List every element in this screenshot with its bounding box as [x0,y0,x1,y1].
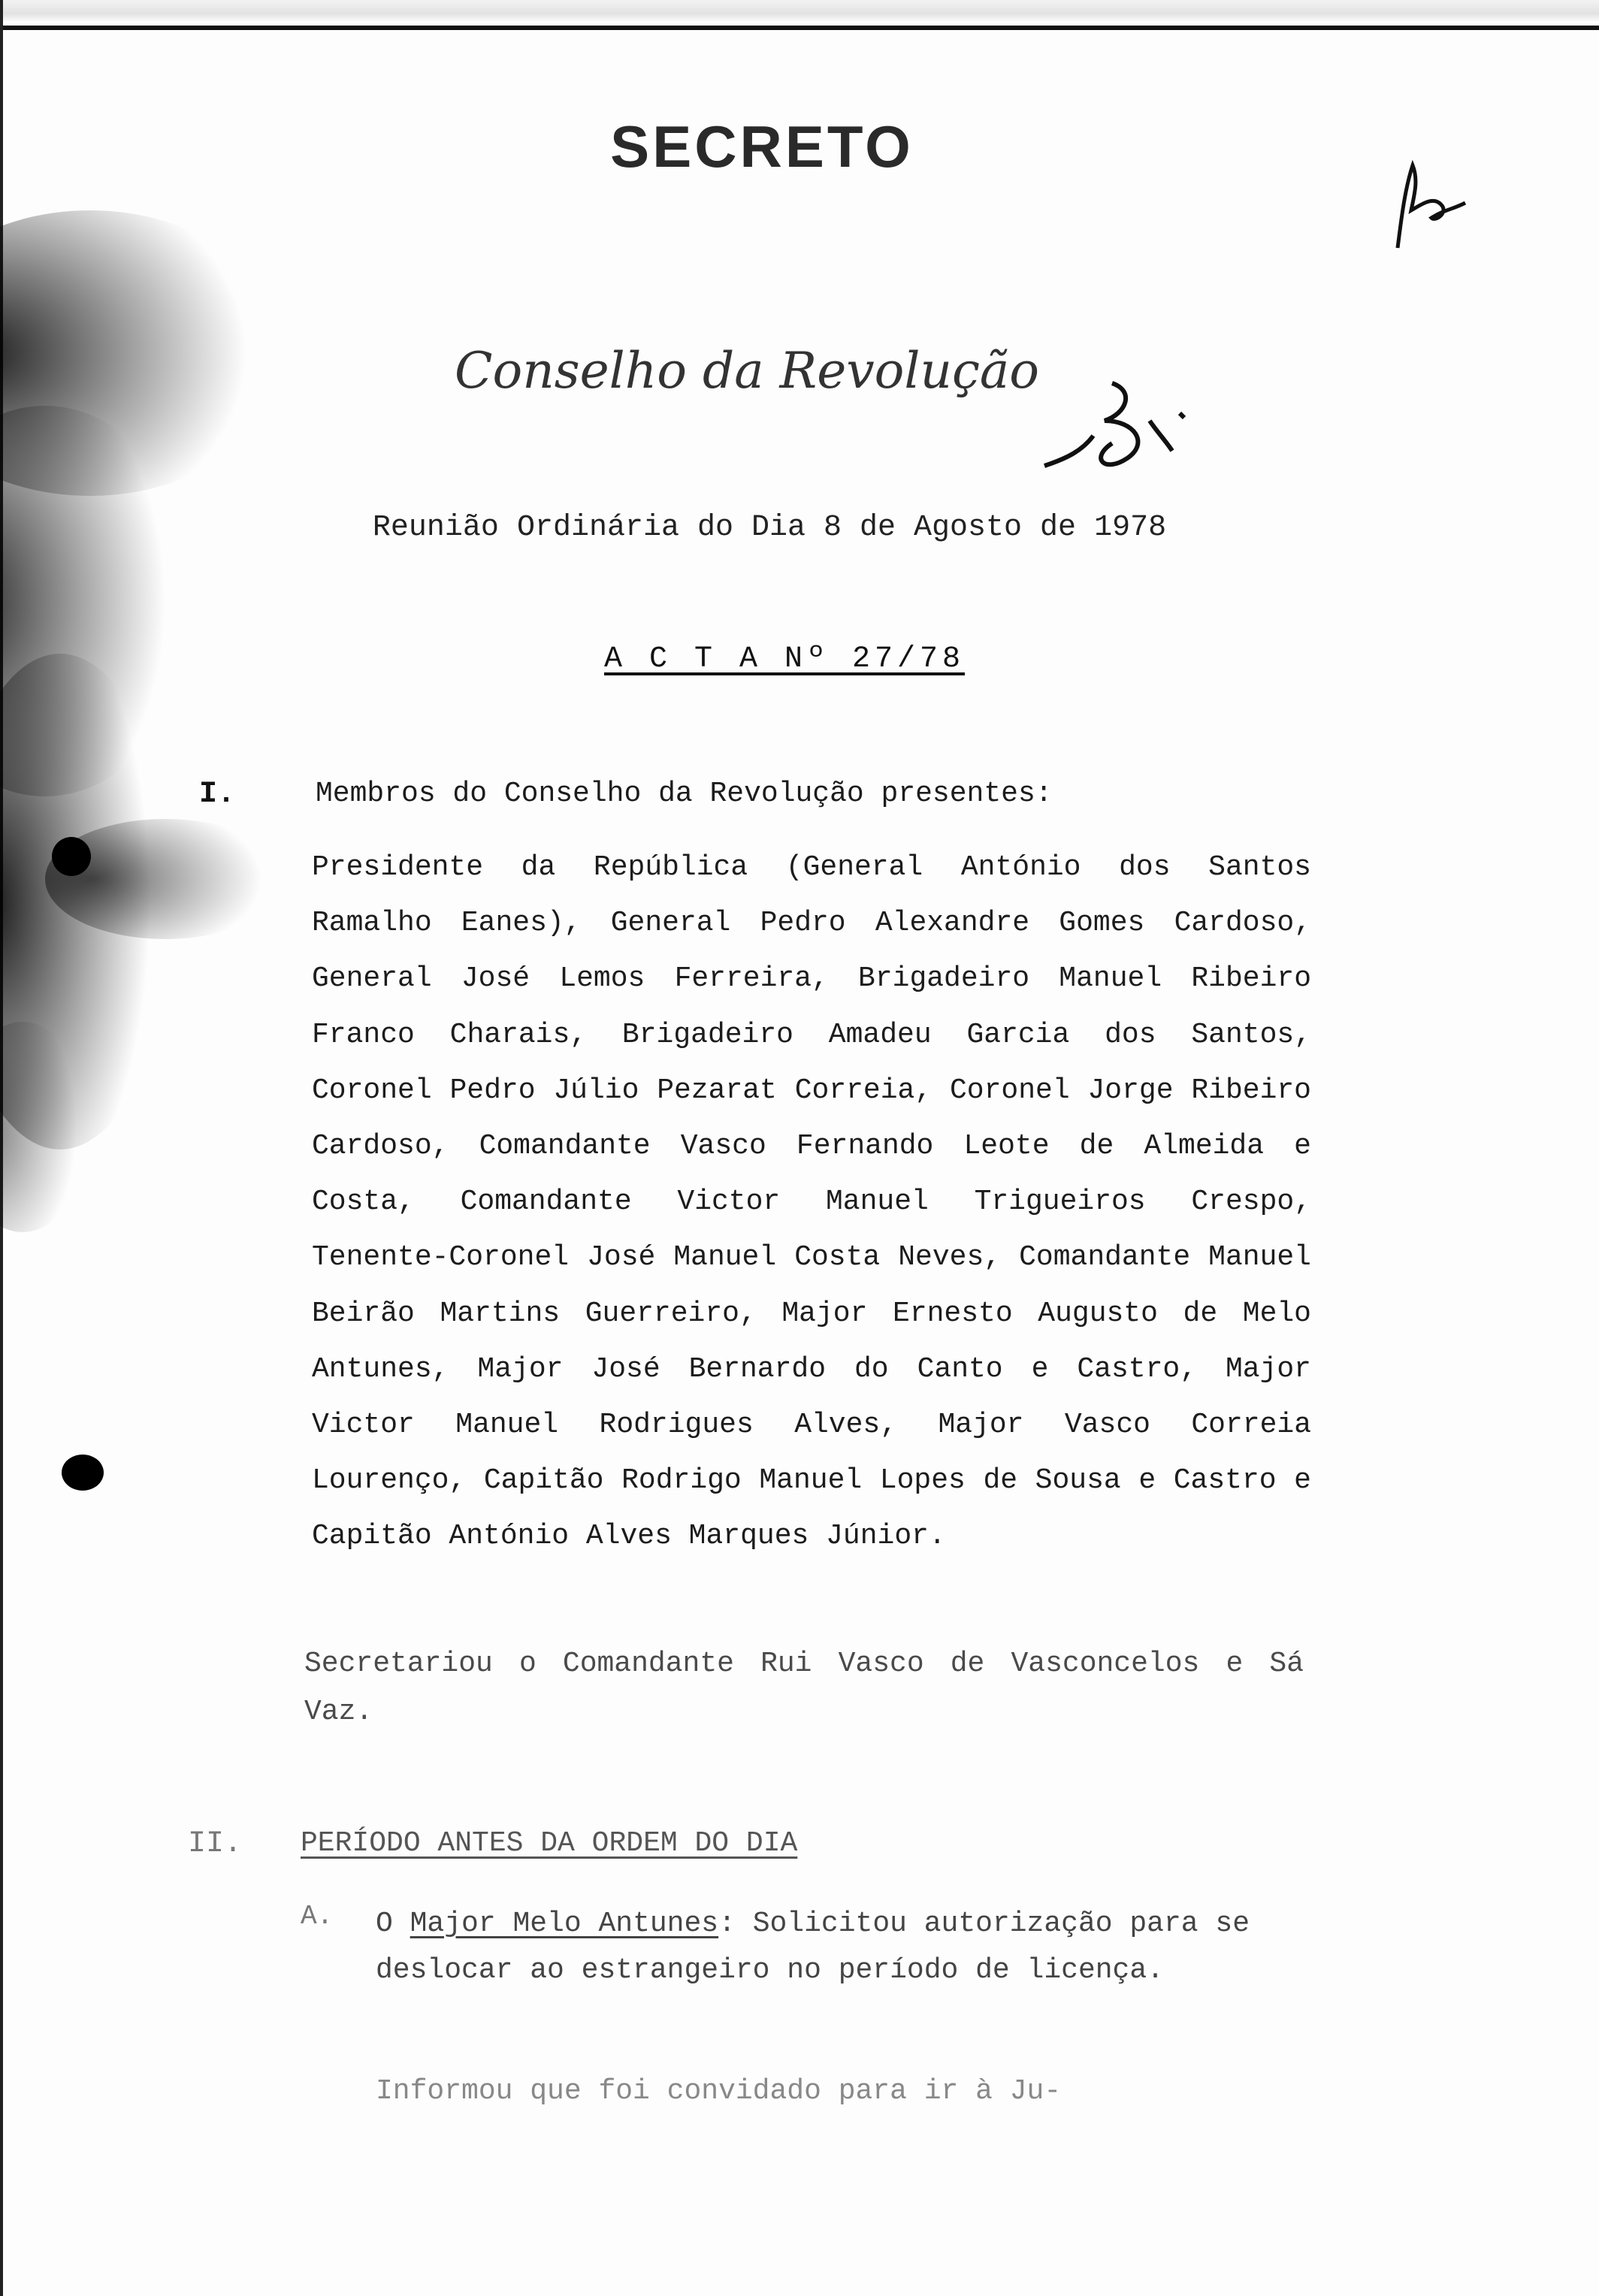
council-title: Conselho da Revolução [454,342,1039,400]
handwritten-initials-top [1383,150,1480,263]
minutes-number: A C T A Nº 27/78 [603,642,966,676]
classification-stamp: SECRETO [610,113,914,180]
handwritten-signature-initials [1022,368,1202,481]
meeting-date: Reunião Ordinária do Dia 8 de Agosto de 1978 [372,511,1167,545]
members-list: Presidente da República (General António dos Santos Ramalho Eanes), General Pedro Alexandre Gomes Cardoso, General José Lemos Ferreira, Brigadeiro Manuel Ribeiro Franco Charais, Brigadeiro Amadeu Garcia dos Santos, Coronel Pedro Júlio Pezarat Correia, Coronel Jorge Ribeiro Cardoso, Comandante Vasco Fernando Leote de Almeida e Costa, Comandante Victor Manuel Trigueiros Crespo, Tenente-Coronel José Manuel Costa Neves, Comandante Manuel Beirão Martins Guerreiro, Major Ernesto Augusto de Melo Antunes, Major José Bernardo do Canto e Castro, Major Victor Manuel Rodrigues Alves, Major Vasco Correia Lourenço, Capitão Rodrigo Manuel Lopes de Sousa e Castro e Capitão António Alves Marques Júnior. [312,851,1311,1553]
item-text: : Solicitou autorização para se deslocar ao estrangeiro no período de licença. [376,1908,1250,1986]
section-1-heading: Membros do Conselho da Revolução presentes: [316,778,1053,810]
secretary-note: Secretariou o Comandante Rui Vasco de Vasconcelos e Sá Vaz. [304,1648,1304,1728]
section-number-2: II. [188,1827,243,1861]
agenda-item-a [376,1901,1292,1994]
section-number-1: I. [199,778,236,811]
item-person: Major Melo Antunes [410,1908,719,1940]
agenda-item-continuation: Informou que foi convidado para ir à Ju- [376,2075,1062,2107]
item-prefix: O [376,1908,393,1940]
section-2-heading: PERÍODO ANTES DA ORDEM DO DIA [301,1827,798,1859]
item-letter: A. [301,1901,334,1932]
ink-blot [53,1443,113,1503]
scan-top-rule [0,26,1599,30]
